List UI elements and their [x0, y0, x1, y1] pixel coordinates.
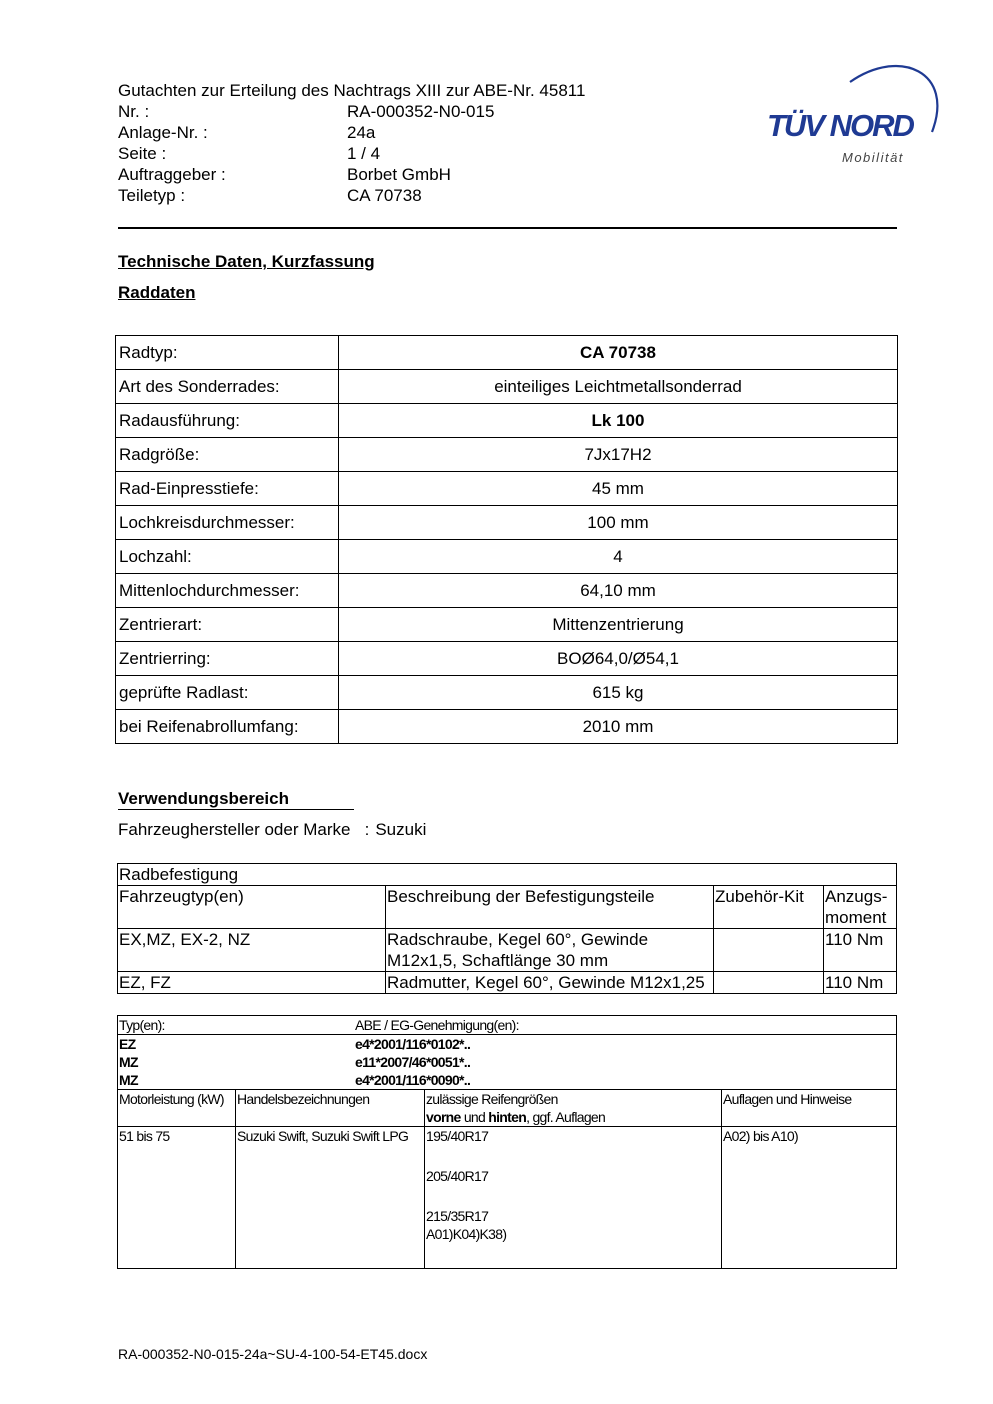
marke-line	[118, 820, 426, 840]
abe-entry: MZ e4*2001/116*0090*..	[119, 1072, 471, 1088]
tyre-size: 195/40R17	[426, 1128, 489, 1144]
header-row: Anlage-Nr. : 24a	[118, 123, 376, 142]
table-row: 51 bis 75 Suzuki Swift, Suzuki Swift LPG 195/40R17 205/40R17 215/35R17 A01)K04)K38) A02) bis A10)	[118, 1127, 897, 1269]
tyre-note: A01)K04)K38)	[426, 1226, 507, 1242]
header-row: Nr. : RA-000352-N0-015	[118, 102, 495, 121]
table-row: Lochzahl: 4	[116, 540, 898, 574]
table-row: bei Reifenabrollumfang: 2010 mm	[116, 710, 898, 744]
abe-entry: EZ e4*2001/116*0102*..	[119, 1036, 471, 1052]
header-divider	[118, 227, 897, 229]
document-header	[118, 80, 585, 206]
verwendungsbereich-heading: Verwendungsbereich	[118, 789, 354, 810]
section-heading: Technische Daten, Kurzfassung	[118, 252, 375, 271]
header-row: Teiletyp : CA 70738	[118, 186, 422, 205]
table-header-row: Motorleistung (kW) Handelsbezeichnungen zulässige Reifengrößen vorne und hinten, ggf. Auflagen Auflagen und Hinweise	[118, 1090, 897, 1127]
document-title: Gutachten zur Erteilung des Nachtrags XIII zur ABE-Nr. 45811	[118, 81, 586, 100]
table-row: geprüfte Radlast: 615 kg	[116, 676, 898, 710]
table-row: EX,MZ, EX-2, NZ Radschraube, Kegel 60°, Gewinde M12x1,5, Schaftlänge 30 mm 110 Nm	[118, 929, 897, 972]
tyre-size: 215/35R17	[426, 1208, 489, 1224]
header-row: Seite : 1 / 4	[118, 144, 381, 163]
raddaten-table	[115, 335, 898, 744]
table-row: Zentrierart: Mittenzentrierung	[116, 608, 898, 642]
logo-brand: TÜV NORD	[767, 108, 913, 143]
header-row: Auftraggeber : Borbet GmbH	[118, 165, 451, 184]
marke-value: Suzuki	[375, 820, 427, 839]
table-title: Radbefestigung	[118, 864, 897, 886]
table-row: Rad-Einpresstiefe: 45 mm	[116, 472, 898, 506]
footer-filename: RA-000352-N0-015-24a~SU-4-100-54-ET45.docx	[118, 1346, 428, 1362]
table-row	[118, 864, 897, 886]
radbefestigung-table	[117, 863, 897, 994]
abe-entry: MZ e11*2007/46*0051*..	[119, 1054, 471, 1070]
table-row: Radgröße: 7Jx17H2	[116, 438, 898, 472]
table-row: Mittenlochdurchmesser: 64,10 mm	[116, 574, 898, 608]
table-header-row: Fahrzeugtyp(en) Beschreibung der Befestigungsteile Zubehör-Kit Anzugs-moment	[118, 886, 897, 929]
table-row: Radausführung: Lk 100	[116, 404, 898, 438]
table-row: Lochkreisdurchmesser: 100 mm	[116, 506, 898, 540]
section-heading: Raddaten	[118, 283, 196, 302]
abe-table	[117, 1015, 897, 1269]
table-row	[118, 1035, 897, 1090]
logo-subtitle: Mobilität	[842, 150, 904, 165]
table-row: Radtyp: CA 70738	[116, 336, 898, 370]
tyre-size: 205/40R17	[426, 1168, 489, 1184]
table-header-row: Typ(en): ABE / EG-Genehmigung(en):	[118, 1016, 897, 1035]
table-row: EZ, FZ Radmutter, Kegel 60°, Gewinde M12x1,25 110 Nm	[118, 972, 897, 994]
table-row: Zentrierring: BOØ64,0/Ø54,1	[116, 642, 898, 676]
table-row: Art des Sonderrades: einteiliges Leichtmetallsonderrad	[116, 370, 898, 404]
tuev-nord-logo	[760, 52, 950, 182]
marke-label: Fahrzeughersteller oder Marke :	[118, 820, 370, 839]
